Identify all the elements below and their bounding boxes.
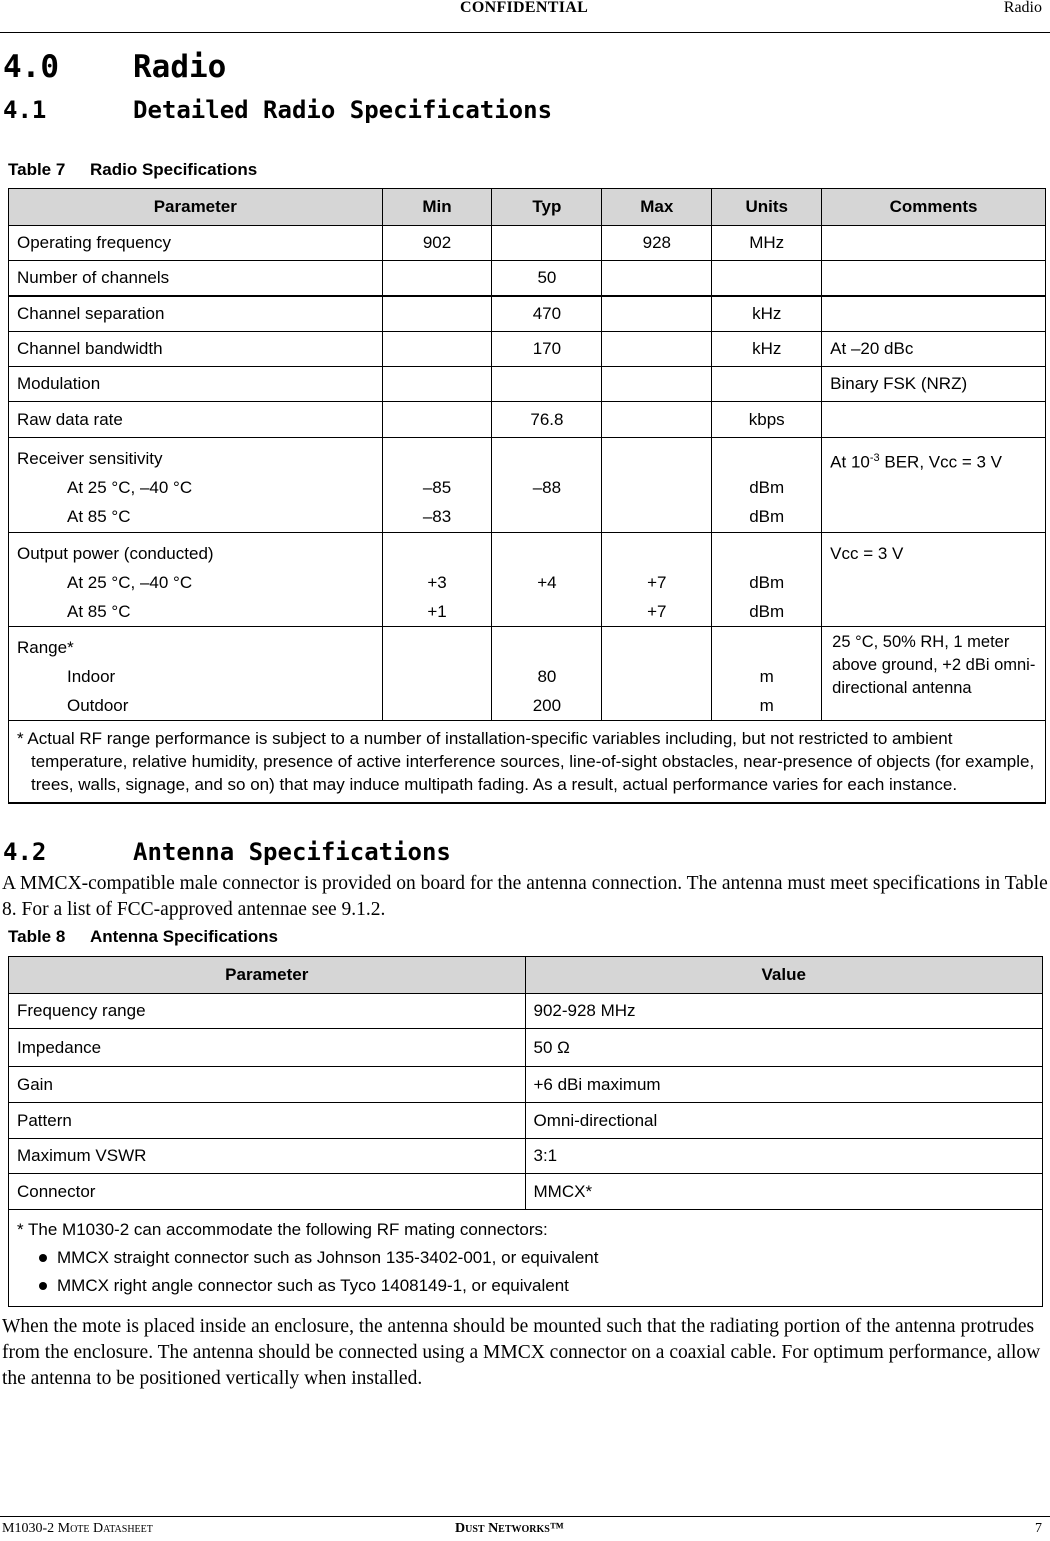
footnote-cell	[9, 1210, 1043, 1307]
min-cell	[382, 332, 492, 367]
min-value: +1	[427, 602, 447, 621]
param-cell: Gain	[9, 1067, 526, 1103]
table-footnote-row	[9, 1210, 1043, 1307]
min-cell	[382, 296, 492, 332]
table-row	[9, 367, 1046, 402]
typ-value: 80	[537, 667, 557, 686]
param-cell: Frequency range	[9, 994, 526, 1029]
max-cell	[602, 627, 712, 721]
comments-cell	[822, 533, 1046, 627]
comments-cell	[822, 226, 1046, 261]
col-header: Max	[602, 189, 712, 226]
param-cell: Operating frequency	[9, 226, 383, 261]
confidential-label: CONFIDENTIAL	[460, 0, 589, 16]
value-cell: MMCX*	[525, 1174, 1043, 1210]
comments-cell: Binary FSK (NRZ)	[822, 367, 1046, 402]
heading-radio: 4.0 Radio	[3, 49, 227, 85]
table-row-range	[9, 627, 1046, 721]
comments-cell	[822, 296, 1046, 332]
param-cell: Number of channels	[9, 261, 383, 296]
units-cell	[712, 627, 822, 721]
param-cell: Maximum VSWR	[9, 1139, 526, 1174]
units-value: dBm	[749, 573, 785, 592]
typ-value: 200	[532, 696, 562, 715]
col-header: Typ	[492, 189, 602, 226]
units-value: dBm	[749, 478, 785, 497]
page-number: 7	[1035, 1521, 1042, 1536]
comment-text: Vcc = 3 V	[830, 544, 904, 563]
units-cell	[712, 533, 822, 627]
table-row	[9, 402, 1046, 438]
units-cell	[712, 367, 822, 402]
table-footnote-row	[9, 721, 1046, 804]
col-header: Comments	[822, 189, 1046, 226]
table-row	[9, 994, 1043, 1029]
table-header-row	[9, 189, 1046, 226]
units-value: m	[759, 696, 774, 715]
table-row	[9, 1139, 1043, 1174]
max-cell	[602, 332, 712, 367]
max-cell	[602, 533, 712, 627]
heading-detailed-radio-specs: 4.1 Detailed Radio Specifications	[3, 96, 553, 124]
units-value: dBm	[749, 602, 785, 621]
param-cell: Modulation	[9, 367, 383, 402]
min-value: –85	[422, 478, 452, 497]
value-cell: +6 dBi maximum	[525, 1067, 1043, 1103]
page-header	[0, 0, 1050, 33]
max-cell	[602, 296, 712, 332]
antenna-intro-paragraph: A MMCX-compatible male connector is provided on board for the antenna connection. The antenna must meet specifications in Table 8. For a list of FCC-approved antennae see 9.1.2.	[2, 873, 1048, 920]
min-cell	[382, 367, 492, 402]
max-cell	[602, 402, 712, 438]
units-cell: MHz	[712, 226, 822, 261]
col-header: Parameter	[9, 189, 383, 226]
param-cell	[9, 438, 383, 533]
bullet-dot-icon	[39, 1282, 47, 1290]
typ-value: –88	[532, 478, 562, 497]
min-cell	[382, 261, 492, 296]
heading-antenna-specs: 4.2 Antenna Specifications	[3, 838, 451, 866]
closing-paragraph: When the mote is placed inside an enclosure, the antenna should be mounted such that the radiating portion of the antenna protrudes from the enclosure. The antenna should be connected using a MMCX connector on a coaxial cable. For optimum performance, allow the antenna to be positioned vertically when installed.	[2, 1316, 1041, 1389]
units-cell: kbps	[712, 402, 822, 438]
min-value: +3	[427, 573, 447, 592]
typ-cell: 170	[492, 332, 602, 367]
min-value: –83	[422, 507, 452, 526]
table8-caption: Table 8 Antenna Specifications	[8, 927, 278, 946]
min-cell	[382, 402, 492, 438]
table-row	[9, 296, 1046, 332]
typ-cell: 50	[492, 261, 602, 296]
table-row-output-power	[9, 533, 1046, 627]
units-value: m	[759, 667, 774, 686]
sub-param-label: At 25 °C, –40 °C	[67, 573, 193, 592]
value-cell: Omni-directional	[525, 1103, 1043, 1139]
comments-cell: At –20 dBc	[822, 332, 1046, 367]
param-cell: Channel separation	[9, 296, 383, 332]
typ-cell	[492, 627, 602, 721]
param-cell	[9, 533, 383, 627]
comment-text: At $10^{-3}$ BER, Vcc = 3 V	[830, 452, 1002, 472]
table-header-row	[9, 957, 1043, 994]
table-row	[9, 1029, 1043, 1067]
table-row	[9, 1174, 1043, 1210]
col-header: Min	[382, 189, 492, 226]
footnote-cell	[9, 721, 1046, 804]
typ-cell	[492, 367, 602, 402]
param-label: Range*	[17, 638, 74, 657]
col-header: Parameter	[9, 957, 526, 994]
table-row-receiver-sensitivity	[9, 438, 1046, 533]
bullet-item: MMCX straight connector such as Johnson 135-3402-001, or equivalent	[17, 1244, 1034, 1272]
table7-caption: Table 7 Radio Specifications	[8, 160, 258, 179]
bullet-dot-icon	[39, 1254, 47, 1262]
units-value: dBm	[749, 507, 785, 526]
value-cell: 3:1	[525, 1139, 1043, 1174]
param-cell: Impedance	[9, 1029, 526, 1067]
typ-cell: 470	[492, 296, 602, 332]
sub-param-label: At 85 °C	[67, 507, 131, 526]
max-cell	[602, 261, 712, 296]
comments-cell	[822, 402, 1046, 438]
param-cell: Pattern	[9, 1103, 526, 1139]
col-header: Units	[712, 189, 822, 226]
min-cell	[382, 438, 492, 533]
footer-doc-title: M1030-2 Mote Datasheet	[2, 1521, 153, 1536]
table-row	[9, 261, 1046, 296]
max-value: +7	[647, 573, 667, 592]
antenna-specs-table	[8, 956, 1043, 1307]
units-cell: kHz	[712, 296, 822, 332]
table-row	[9, 226, 1046, 261]
typ-cell	[492, 226, 602, 261]
page-footer	[0, 1516, 1050, 1541]
sub-param-label: Outdoor	[67, 696, 129, 715]
radio-specs-table	[8, 188, 1046, 804]
typ-cell	[492, 438, 602, 533]
bullet-item: MMCX right angle connector such as Tyco 1408149-1, or equivalent	[17, 1272, 1034, 1300]
table-row	[9, 1067, 1043, 1103]
table-row	[9, 1103, 1043, 1139]
sub-param-label: Indoor	[67, 667, 116, 686]
max-cell: 928	[602, 226, 712, 261]
sub-param-label: At 25 °C, –40 °C	[67, 478, 193, 497]
typ-cell: 76.8	[492, 402, 602, 438]
footnote-text: * Actual RF range performance is subject to a number of installation-specific variables including, but not restricted to ambient temperature, relative humidity, presence of active interference sources, line-of-sight obstacles, near-presence of objects (for example, trees, walls, signage, and so on) that may induce multipath fading. As a result, actual performance varies for each instance.	[17, 729, 1035, 794]
min-cell	[382, 533, 492, 627]
units-cell: kHz	[712, 332, 822, 367]
max-cell	[602, 438, 712, 533]
table-row	[9, 332, 1046, 367]
param-label: Output power (conducted)	[17, 544, 214, 563]
min-cell: 902	[382, 226, 492, 261]
min-cell	[382, 627, 492, 721]
comments-cell	[822, 261, 1046, 296]
footnote-text: * The M1030-2 can accommodate the following RF mating connectors:	[17, 1220, 548, 1239]
param-cell: Connector	[9, 1174, 526, 1210]
typ-cell	[492, 533, 602, 627]
typ-value: +4	[537, 573, 557, 592]
comments-cell: 25 °C, 50% RH, 1 meter above ground, +2 dBi omni-directional antenna	[822, 627, 1046, 721]
value-cell: 902-928 MHz	[525, 994, 1043, 1029]
param-cell: Raw data rate	[9, 402, 383, 438]
units-cell	[712, 261, 822, 296]
param-cell	[9, 627, 383, 721]
sub-param-label: At 85 °C	[67, 602, 131, 621]
comments-cell	[822, 438, 1046, 533]
max-value: +7	[647, 602, 667, 621]
units-cell	[712, 438, 822, 533]
param-cell: Channel bandwidth	[9, 332, 383, 367]
max-cell	[602, 367, 712, 402]
header-section-name: Radio	[1003, 0, 1042, 16]
footer-company: Dust Networks™	[455, 1521, 564, 1536]
col-header: Value	[525, 957, 1043, 994]
param-label: Receiver sensitivity	[17, 449, 163, 468]
value-cell: 50 Ω	[525, 1029, 1043, 1067]
